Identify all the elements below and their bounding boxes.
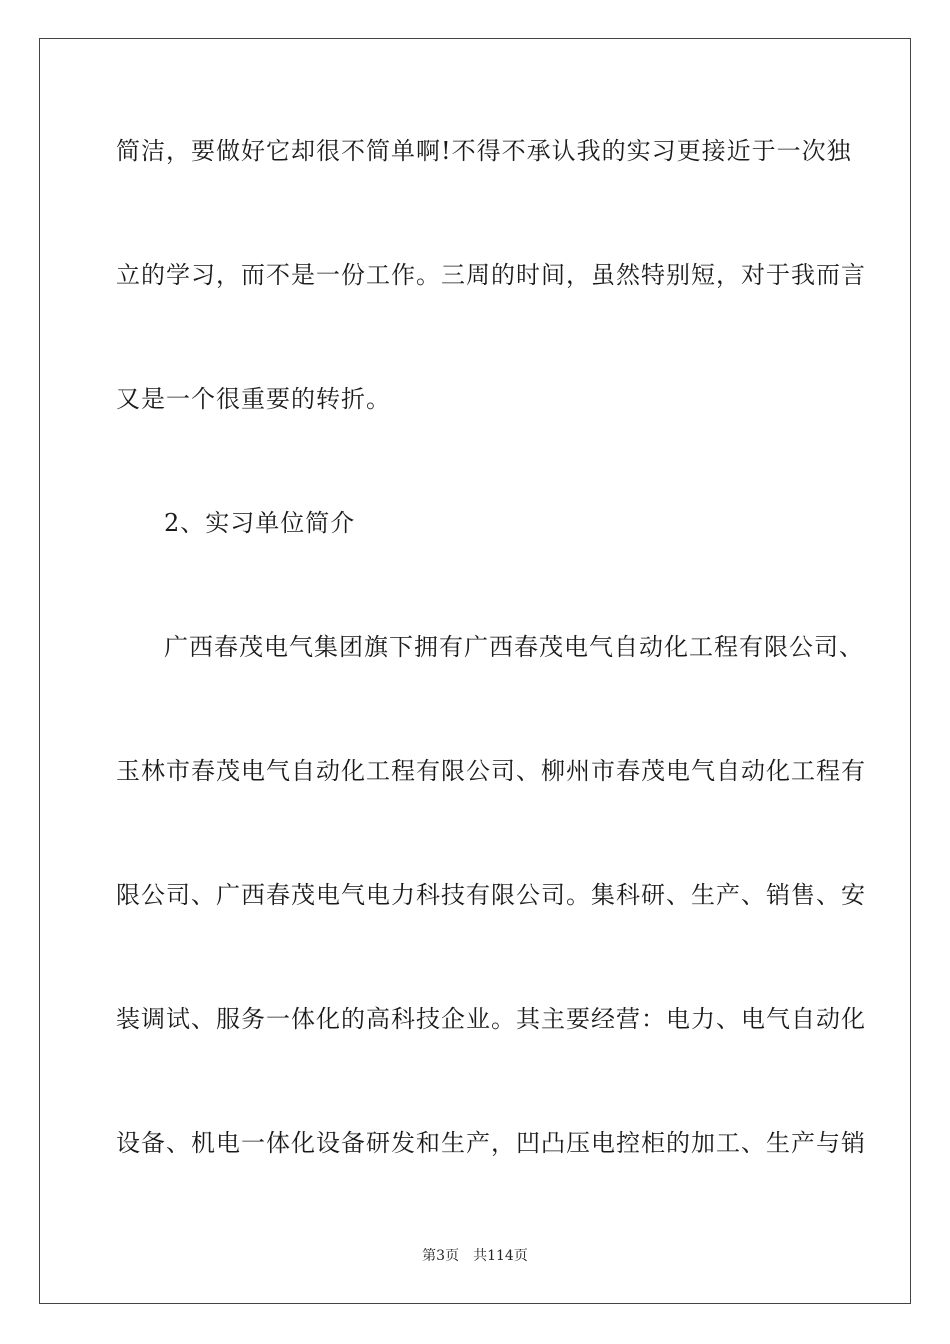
paragraph-line: 简洁，要做好它却很不简单啊!不得不承认我的实习更接近于一次独 [116,137,852,165]
page-footer [0,1247,950,1265]
paragraph-line: 限公司、广西春茂电气电力科技有限公司。集科研、生产、销售、安 [116,881,866,909]
page-border [39,38,911,1304]
total-pages: 共114页 [473,1248,528,1264]
paragraph-line: 设备、机电一体化设备研发和生产，凹凸压电控柜的加工、生产与销 [116,1129,866,1157]
paragraph-line: 又是一个很重要的转折。 [116,385,391,413]
paragraph-line: 玉林市春茂电气自动化工程有限公司、柳州市春茂电气自动化工程有 [116,757,866,785]
paragraph-line: 装调试、服务一体化的高科技企业。其主要经营：电力、电气自动化 [116,1005,866,1033]
section-heading: 2、实习单位简介 [164,509,356,537]
page-number: 第3页 [422,1248,460,1264]
paragraph-line: 广西春茂电气集团旗下拥有广西春茂电气自动化工程有限公司、 [164,633,864,661]
paragraph-line: 立的学习，而不是一份工作。三周的时间，虽然特别短，对于我而言 [116,261,866,289]
